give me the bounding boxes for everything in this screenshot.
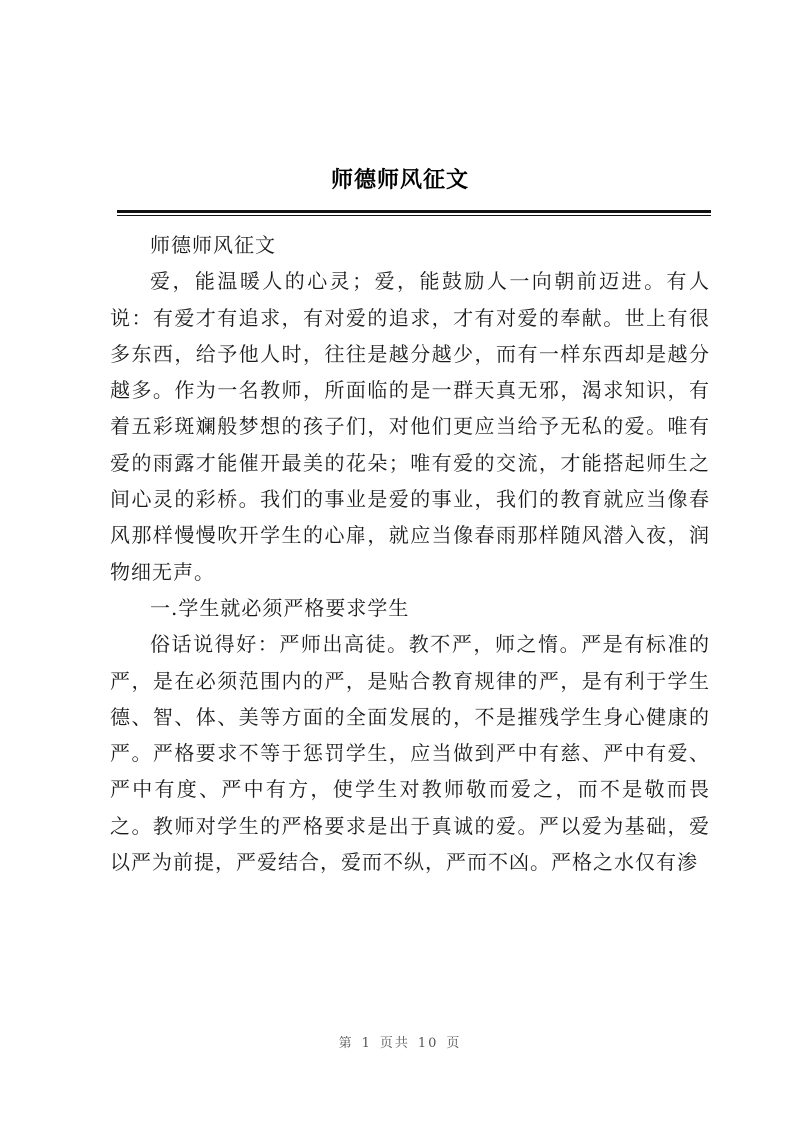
section-heading-1: 一.学生就必须严格要求学生 xyxy=(150,595,410,620)
paragraph-subtitle: 师德师风征文 xyxy=(150,233,276,257)
footer-prefix: 第 xyxy=(338,1036,354,1051)
footer-total-pages: 10 xyxy=(417,1036,439,1051)
page-footer xyxy=(0,1032,800,1051)
paragraph-intro: 爱，能温暖人的心灵；爱，能鼓励人一向朝前迈进。有人说：有爱才有追求，有对爱的追求，才有对爱的奉献。世上有很多东西，给予他人时，往往是越分越少，而有一样东西却是越分越多。作为一名教师，所面临的是一群天真无邪，渴求知识，有着五彩斑斓般梦想的孩子们，对他们更应当给予无私的爱。唯有爱的雨露才能催开最美的花朵；唯有爱的交流，才能搭起师生之间心灵的彩桥。我们的事业是爱的事业，我们的教育就应当像春风那样慢慢吹开学生的心扉，就应当像春雨那样随风潜入夜，润物细无声。 xyxy=(110,269,710,584)
footer-page-number: 1 xyxy=(361,1036,372,1051)
paragraph-section-1: 俗话说得好：严师出高徒。教不严，师之惰。严是有标准的严，是在必须范围内的严，是贴合教育规律的严，是有利于学生德、智、体、美等方面的全面发展的，不是摧残学生身心健康的严。严格要求不等于惩罚学生，应当做到严中有慈、严中有爱、严中有度、严中有方，使学生对教师敬而爱之，而不是敬而畏之。教师对学生的严格要求是出于真诚的爱。严以爱为基础，爱以严为前提，严爱结合，爱而不纵，严而不凶。严格之水仅有渗 xyxy=(110,632,710,875)
document-title: 师德师风征文 xyxy=(330,167,469,193)
footer-suffix: 页 xyxy=(446,1036,462,1051)
document-body xyxy=(110,227,710,880)
title-rule-thin xyxy=(117,215,711,216)
title-rule-thick xyxy=(117,210,711,213)
footer-middle: 页共 xyxy=(379,1036,410,1051)
